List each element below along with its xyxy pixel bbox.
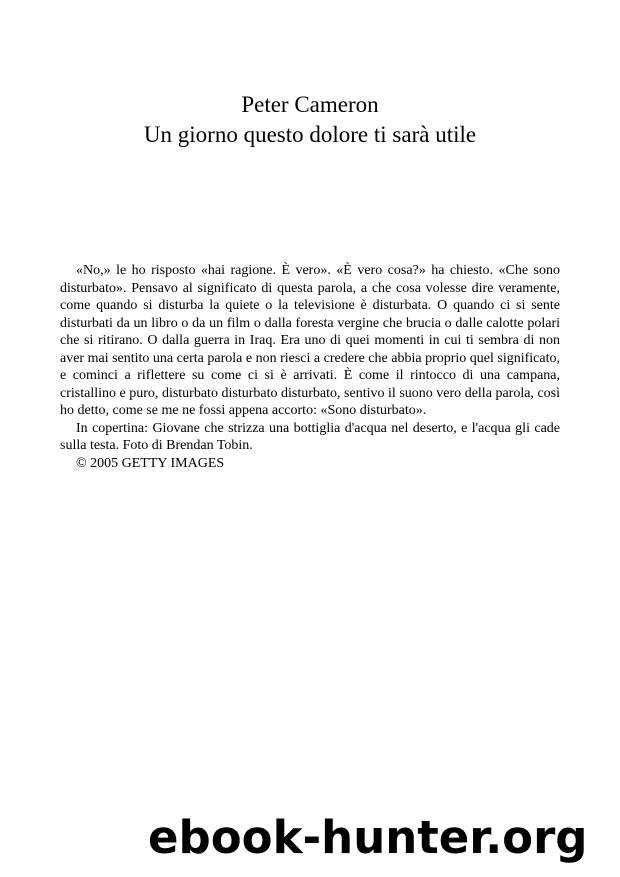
copyright-paragraph: © 2005 GETTY IMAGES (76, 455, 225, 471)
title-block (0, 90, 620, 150)
body-text (60, 262, 560, 472)
author-name: Peter Cameron (241, 92, 379, 117)
book-title: Un giorno questo dolore ti sarà utile (143, 122, 477, 147)
watermark-logo: ebook-hunter.org (148, 811, 588, 864)
quote-paragraph: «No,» le ho risposto «hai ragione. È vero». «È vero cosa?» ha chiesto. «Che sono disturbato». Pensavo al significato di questa parola, a che cosa volesse dire veramente, come quando si disturba la quiete o la televisione è disturbata. O quando ci si sente disturbati da un libro o da un film o dalla foresta vergine che brucia o dalle calotte polari che si ritirano. O dalla guerra in Iraq. Era uno di quei momenti in cui ti sembra di non aver mai sentito una certa parola e non riesci a credere che abbia proprio quel significato, e cominci a riflettere su come ci si è arrivati. È come il rintocco di una campana, cristallino e puro, disturbato disturbato disturbato, sentivo il suono vero della parola, così ho detto, come se me ne fossi appena accorto: «Sono disturbato». (60, 263, 560, 418)
cover-credit-paragraph: In copertina: Giovane che strizza una bottiglia d'acqua nel deserto, e l'acqua gli cade sulla testa. Foto di Brendan Tobin. (60, 420, 560, 453)
